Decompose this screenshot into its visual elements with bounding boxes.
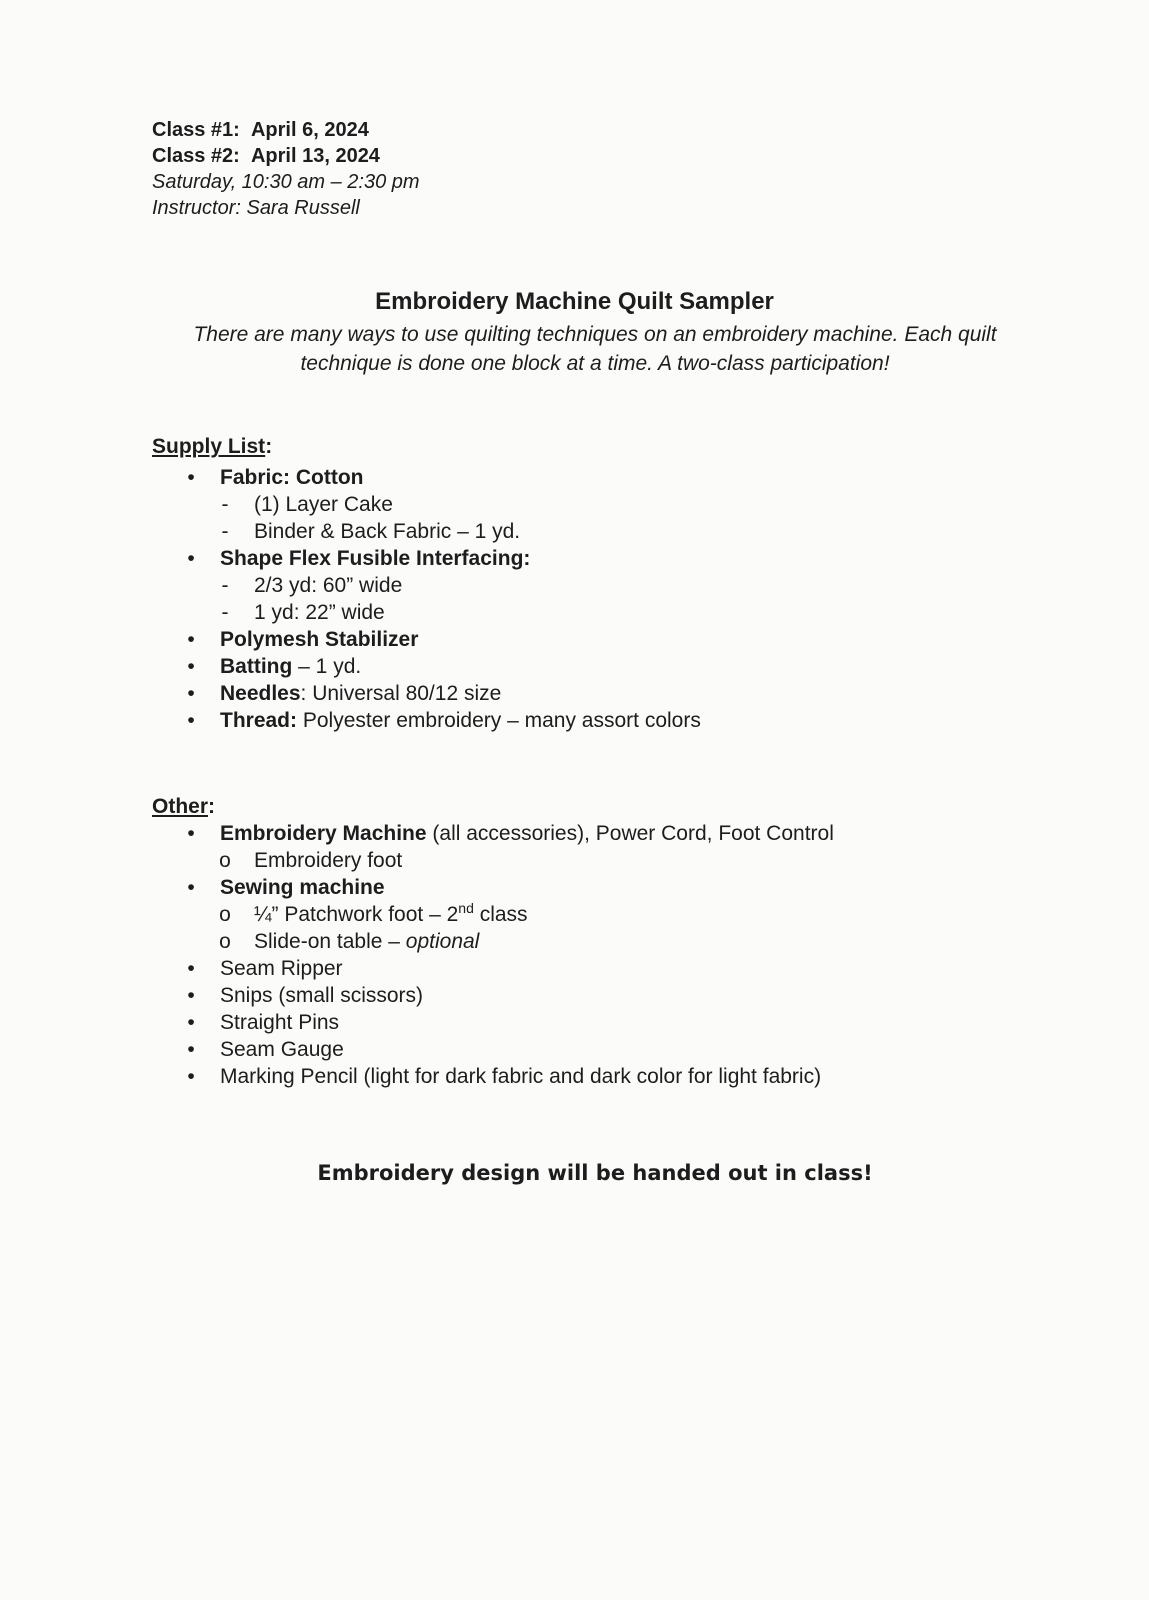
supply-heading-text: Supply List [152,435,266,458]
bullet-icon: • [187,984,195,1007]
supply-heading-colon: : [265,435,273,458]
sewing-label: Sewing machine [220,876,385,899]
seam-gauge: Seam Gauge [220,1038,344,1061]
patchwork-class: class [473,903,528,926]
batting-label: Batting [220,655,293,678]
ordinal-suffix: nd [458,900,474,916]
dash-icon: - [221,601,229,624]
bullet-icon: • [187,655,195,678]
schedule-time: Saturday, 10:30 am – 2:30 pm [152,171,420,193]
fabric-item: Binder & Back Fabric – 1 yd. [254,520,521,543]
slide-on-table: Slide-on table – [254,930,406,953]
thread-value: Polyester embroidery – many assort colors [297,709,701,732]
interfacing-item: 2/3 yd: 60” wide [254,574,403,597]
needles-value: : Universal 80/12 size [300,682,502,705]
machine-label: Embroidery Machine [220,822,427,845]
bullet-icon: • [187,628,195,651]
bullet-icon: • [187,876,195,899]
bullet-icon: • [187,1038,195,1061]
class-1-line [152,117,420,143]
bullet-icon: • [187,709,195,732]
class-1-date: April 6, 2024 [250,119,369,141]
class-2-date: April 13, 2024 [250,145,380,167]
optional-note: optional [405,930,480,953]
bullet-icon: • [187,682,195,705]
bullet-icon: • [187,547,195,570]
other-heading-colon: : [208,795,216,818]
class-2-line [152,143,420,169]
class-schedule [152,117,420,221]
fabric-item: (1) Layer Cake [254,493,393,516]
thread-label: Thread: [220,709,298,732]
supply-list-heading [152,435,272,459]
batting-value: – 1 yd. [292,655,362,678]
seam-ripper: Seam Ripper [220,957,343,980]
class-2-label: Class #2: [152,145,240,167]
stabilizer-label: Polymesh Stabilizer [220,628,419,651]
circle-bullet-icon: o [219,849,231,872]
dash-icon: - [221,574,229,597]
dash-icon: - [221,493,229,516]
instructor: Instructor: Sara Russell [152,197,360,219]
footer-note: Embroidery design will be handed out in class! [317,1161,873,1185]
marking-pencil: Marking Pencil (light for dark fabric and dark color for light fabric) [220,1065,822,1088]
bullet-icon: • [187,1065,195,1088]
machine-sub-item: Embroidery foot [254,849,403,872]
straight-pins: Straight Pins [220,1011,340,1034]
interfacing-item: 1 yd: 22” wide [254,601,385,624]
bullet-icon: • [187,822,195,845]
patchwork-foot: ¼” Patchwork foot – 2 [254,903,459,926]
other-heading [152,795,215,819]
page-title: Embroidery Machine Quilt Sampler [375,288,774,315]
needles-label: Needles [220,682,301,705]
bullet-icon: • [187,466,195,489]
circle-bullet-icon: o [219,930,231,953]
bullet-icon: • [187,1011,195,1034]
circle-bullet-icon: o [219,903,231,926]
interfacing-label: Shape Flex Fusible Interfacing: [220,547,531,570]
dash-icon: - [221,520,229,543]
machine-value: (all accessories), Power Cord, Foot Control [426,822,834,845]
class-1-label: Class #1: [152,119,240,141]
fabric-label: Fabric: Cotton [220,466,364,489]
page-subtitle: There are many ways to use quilting techniques on an embroidery machine. Each quilt technique is done one block at a time. A two-class participation! [193,323,997,375]
bullet-icon: • [187,957,195,980]
snips: Snips (small scissors) [220,984,424,1007]
other-heading-text: Other [152,795,209,818]
